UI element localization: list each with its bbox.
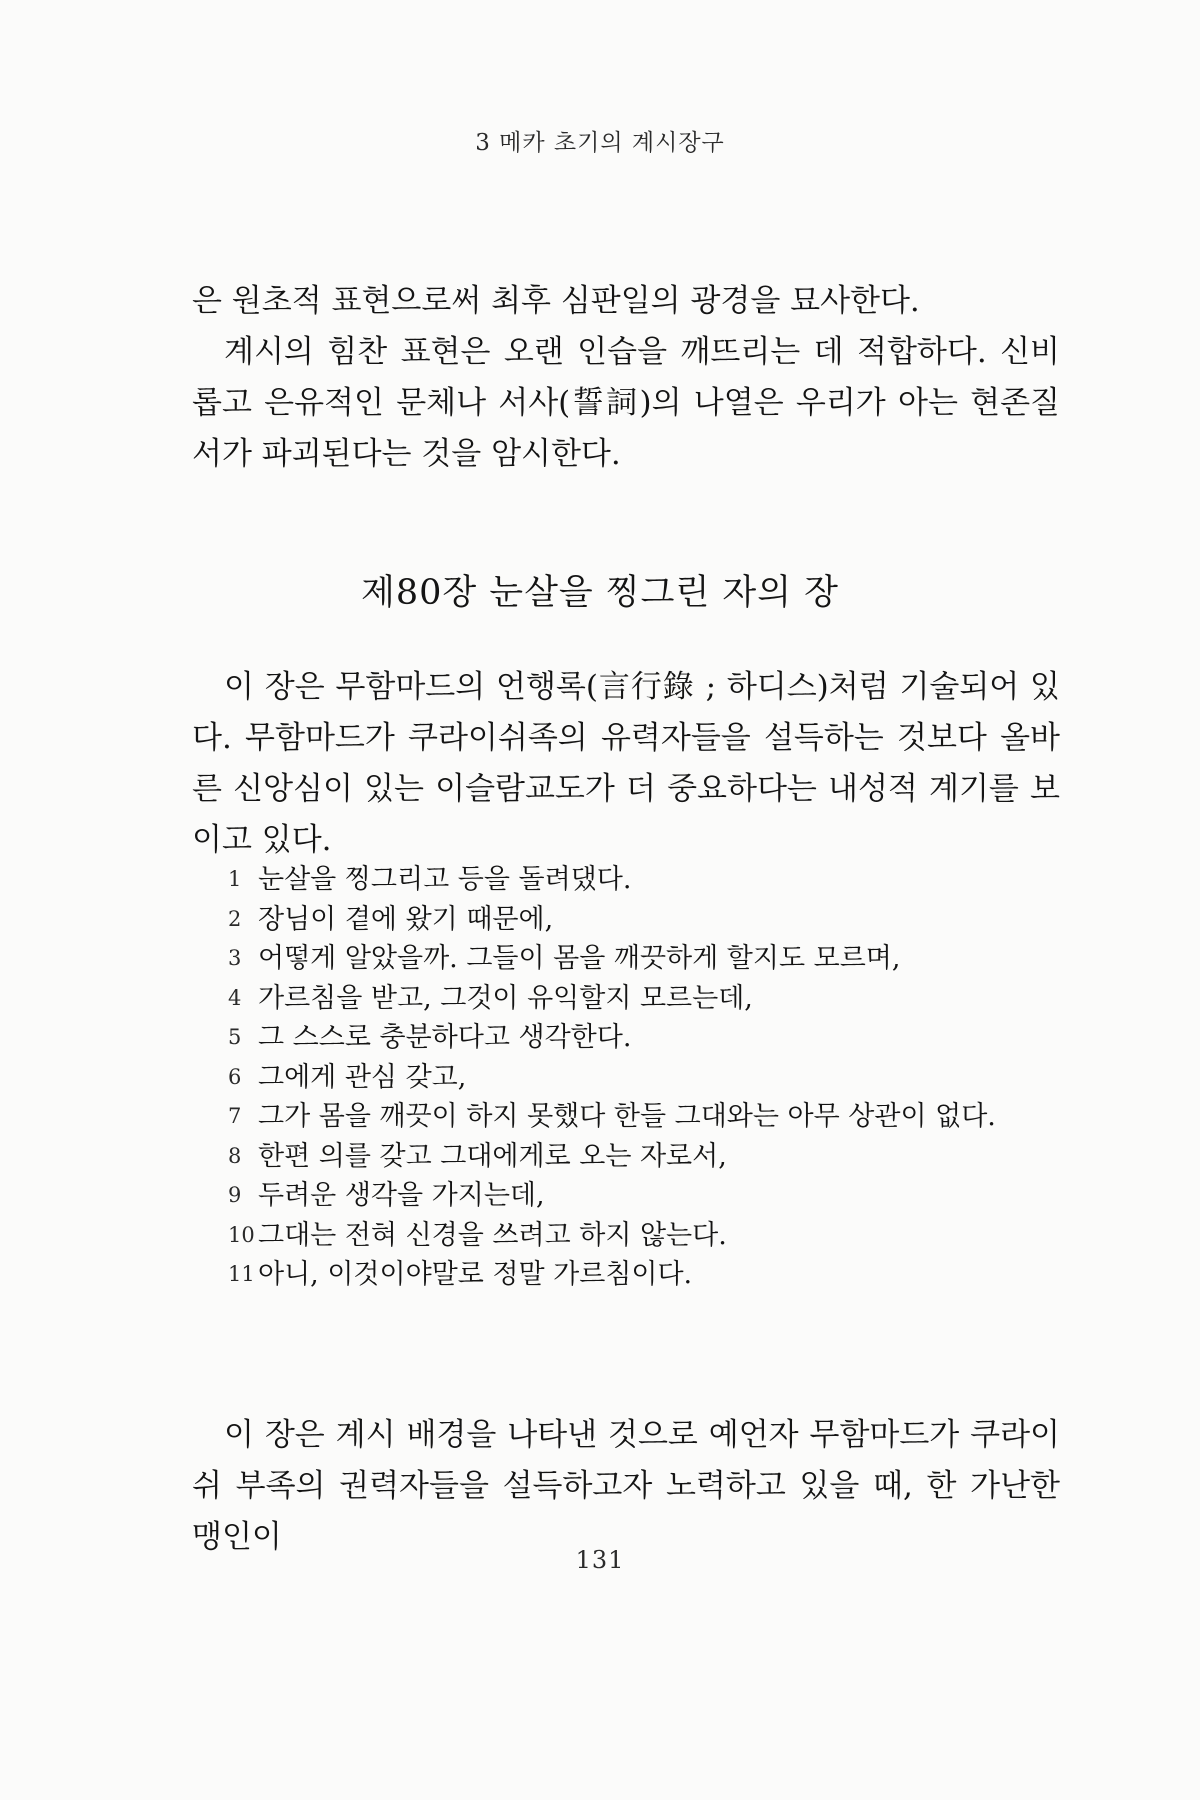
verse-number: 7 [228,1104,242,1128]
verse-text: 어떻게 알았을까. 그들이 몸을 깨끗하게 할지도 모르며, [258,943,901,974]
verse-text: 가르침을 받고, 그것이 유익할지 모르는데, [258,982,753,1014]
paragraph-continued [192,276,1060,480]
verse-item [228,1216,1068,1256]
verse-text: 그 스스로 충분하다고 생각한다. [258,1022,632,1053]
verse-number: 8 [228,1143,242,1168]
verse-text: 아니, 이것이야말로 정말 가르침이다. [258,1259,693,1290]
verse-text: 두려운 생각을 가지는데, [258,1180,545,1211]
verse-item [228,1058,1068,1098]
verse-text: 그에게 관심 갖고, [258,1061,467,1093]
verse-number: 6 [228,1064,242,1089]
verse-number: 9 [228,1183,242,1207]
verse-item [228,1255,1068,1295]
verse-text: 장님이 곁에 왔기 때문에, [258,903,554,935]
intro-paragraph-text: 이 장은 무함마드의 언행록(言行錄 ; 하디스)처럼 기술되어 있다. 무함마드가 쿠라이쉬족의 유력자들을 설득하는 것보다 올바른 신앙심이 있는 이슬람교도가 더 중요하다는 내성적 계기를 보이고 있다. [192,669,1060,858]
verse-item [228,1176,1068,1216]
verse-number: 5 [228,1025,242,1049]
verse-text: 눈살을 찡그리고 등을 돌려댔다. [258,864,632,895]
verse-number: 4 [228,985,242,1010]
verse-item [228,1137,1068,1177]
verse-item [228,860,1068,900]
verse-number: 10 [228,1222,255,1247]
running-head: 3 메카 초기의 계시장구 [475,130,725,156]
verse-number: 2 [228,906,242,931]
verse-text: 그대는 전혀 신경을 쓰려고 하지 않는다. [258,1219,727,1251]
intro-paragraph [192,662,1060,866]
verse-item [228,939,1068,979]
closing-paragraph-text: 이 장은 계시 배경을 나타낸 것으로 예언자 무함마드가 쿠라이쉬 부족의 권력자들을 설득하고자 노력하고 있을 때, 한 가난한 맹인이 [192,1417,1060,1555]
verse-list [228,860,1068,1295]
closing-paragraph [192,1410,1060,1563]
verse-number: 11 [228,1262,255,1286]
verse-item [228,900,1068,940]
page-number: 131 [575,1546,625,1574]
paragraph-body: 계시의 힘찬 표현은 오랜 인습을 깨뜨리는 데 적합하다. 신비롭고 은유적인 문체나 서사(誓詞)의 나열은 우리가 아는 현존질서가 파괴된다는 것을 암시한다. [192,334,1060,472]
verse-item [228,1018,1068,1058]
verse-number: 3 [228,946,242,970]
verse-number: 1 [228,867,242,891]
chapter-title: 제80장 눈살을 찡그린 자의 장 [361,573,839,613]
verse-text: 그가 몸을 깨끗이 하지 못했다 한들 그대와는 아무 상관이 없다. [258,1101,996,1132]
verse-text: 한편 의를 갖고 그대에게로 오는 자로서, [258,1140,727,1172]
verse-item [228,1097,1068,1137]
paragraph-continued-line: 은 원초적 표현으로써 최후 심판일의 광경을 묘사한다. [192,283,920,319]
verse-item [228,979,1068,1019]
